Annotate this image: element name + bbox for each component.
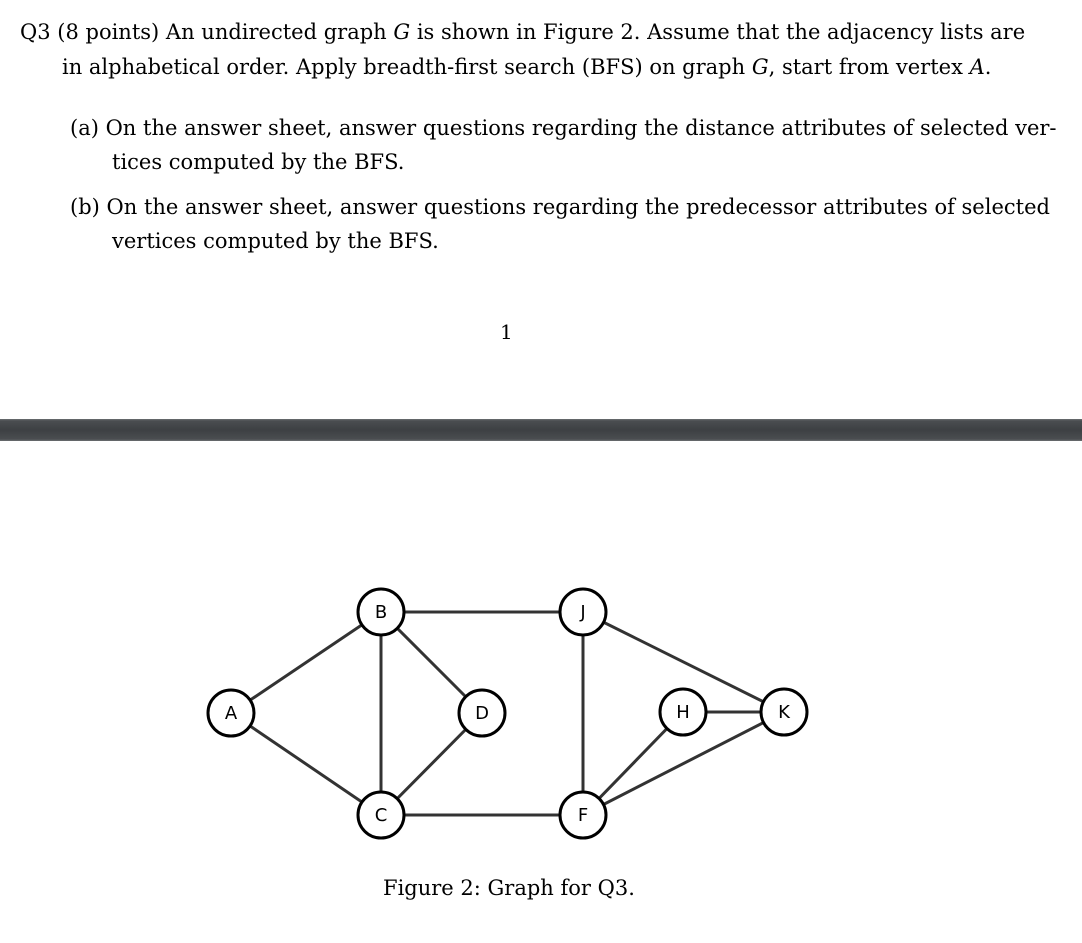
vertex-label: J	[580, 602, 586, 623]
part-a-line-1	[70, 115, 1057, 141]
vertex-label: D	[475, 703, 489, 724]
vertex-b	[358, 589, 404, 635]
edge-a-c	[231, 713, 381, 815]
vertex-label: F	[577, 805, 589, 826]
figure-caption: Figure 2: Graph for Q3.	[383, 876, 635, 900]
vertex-label: C	[374, 805, 388, 826]
part-b-label: (b)	[70, 195, 100, 219]
part-a-line-2: tices computed by the BFS.	[112, 150, 405, 174]
vertex-f	[560, 792, 606, 838]
vertex-a	[208, 690, 254, 736]
question-text: , start from vertex	[768, 55, 970, 79]
vertex-label: K	[778, 702, 790, 723]
question-line-1	[20, 19, 1025, 45]
part-a-label: (a)	[70, 116, 99, 140]
vertex-label: A	[224, 703, 238, 724]
vertex-k	[761, 689, 807, 735]
question-points: (8 points)	[57, 20, 160, 44]
question-text: .	[984, 55, 992, 79]
graph-symbol: G	[751, 55, 769, 79]
question-line-2	[62, 54, 991, 80]
vertex-c	[358, 792, 404, 838]
vertex-d	[459, 690, 505, 736]
exam-page-top	[0, 0, 1082, 418]
question-text: An undirected graph	[165, 20, 394, 44]
vertex-h	[660, 689, 706, 735]
question-text: is shown in Figure 2. Assume that the adjacency lists are	[410, 20, 1026, 44]
graph-figure	[0, 441, 1082, 871]
part-b-text: On the answer sheet, answer questions regarding the predecessor attributes of selected	[106, 195, 1050, 219]
vertex-label: B	[374, 602, 388, 623]
part-a-text: On the answer sheet, answer questions regarding the distance attributes of selected ver-	[105, 116, 1057, 140]
part-b-line-2: vertices computed by the BFS.	[112, 229, 439, 253]
graph-symbol: G	[393, 20, 411, 44]
vertex-label: H	[676, 702, 690, 723]
page-separator	[0, 419, 1082, 441]
question-number: Q3	[20, 20, 51, 44]
page-number: 1	[500, 320, 513, 344]
edge-a-b	[231, 612, 381, 713]
question-text: in alphabetical order. Apply breadth-first search (BFS) on graph	[62, 55, 752, 79]
vertex-symbol: A	[969, 55, 985, 79]
vertex-j	[560, 589, 606, 635]
part-b-line-1	[70, 194, 1050, 220]
